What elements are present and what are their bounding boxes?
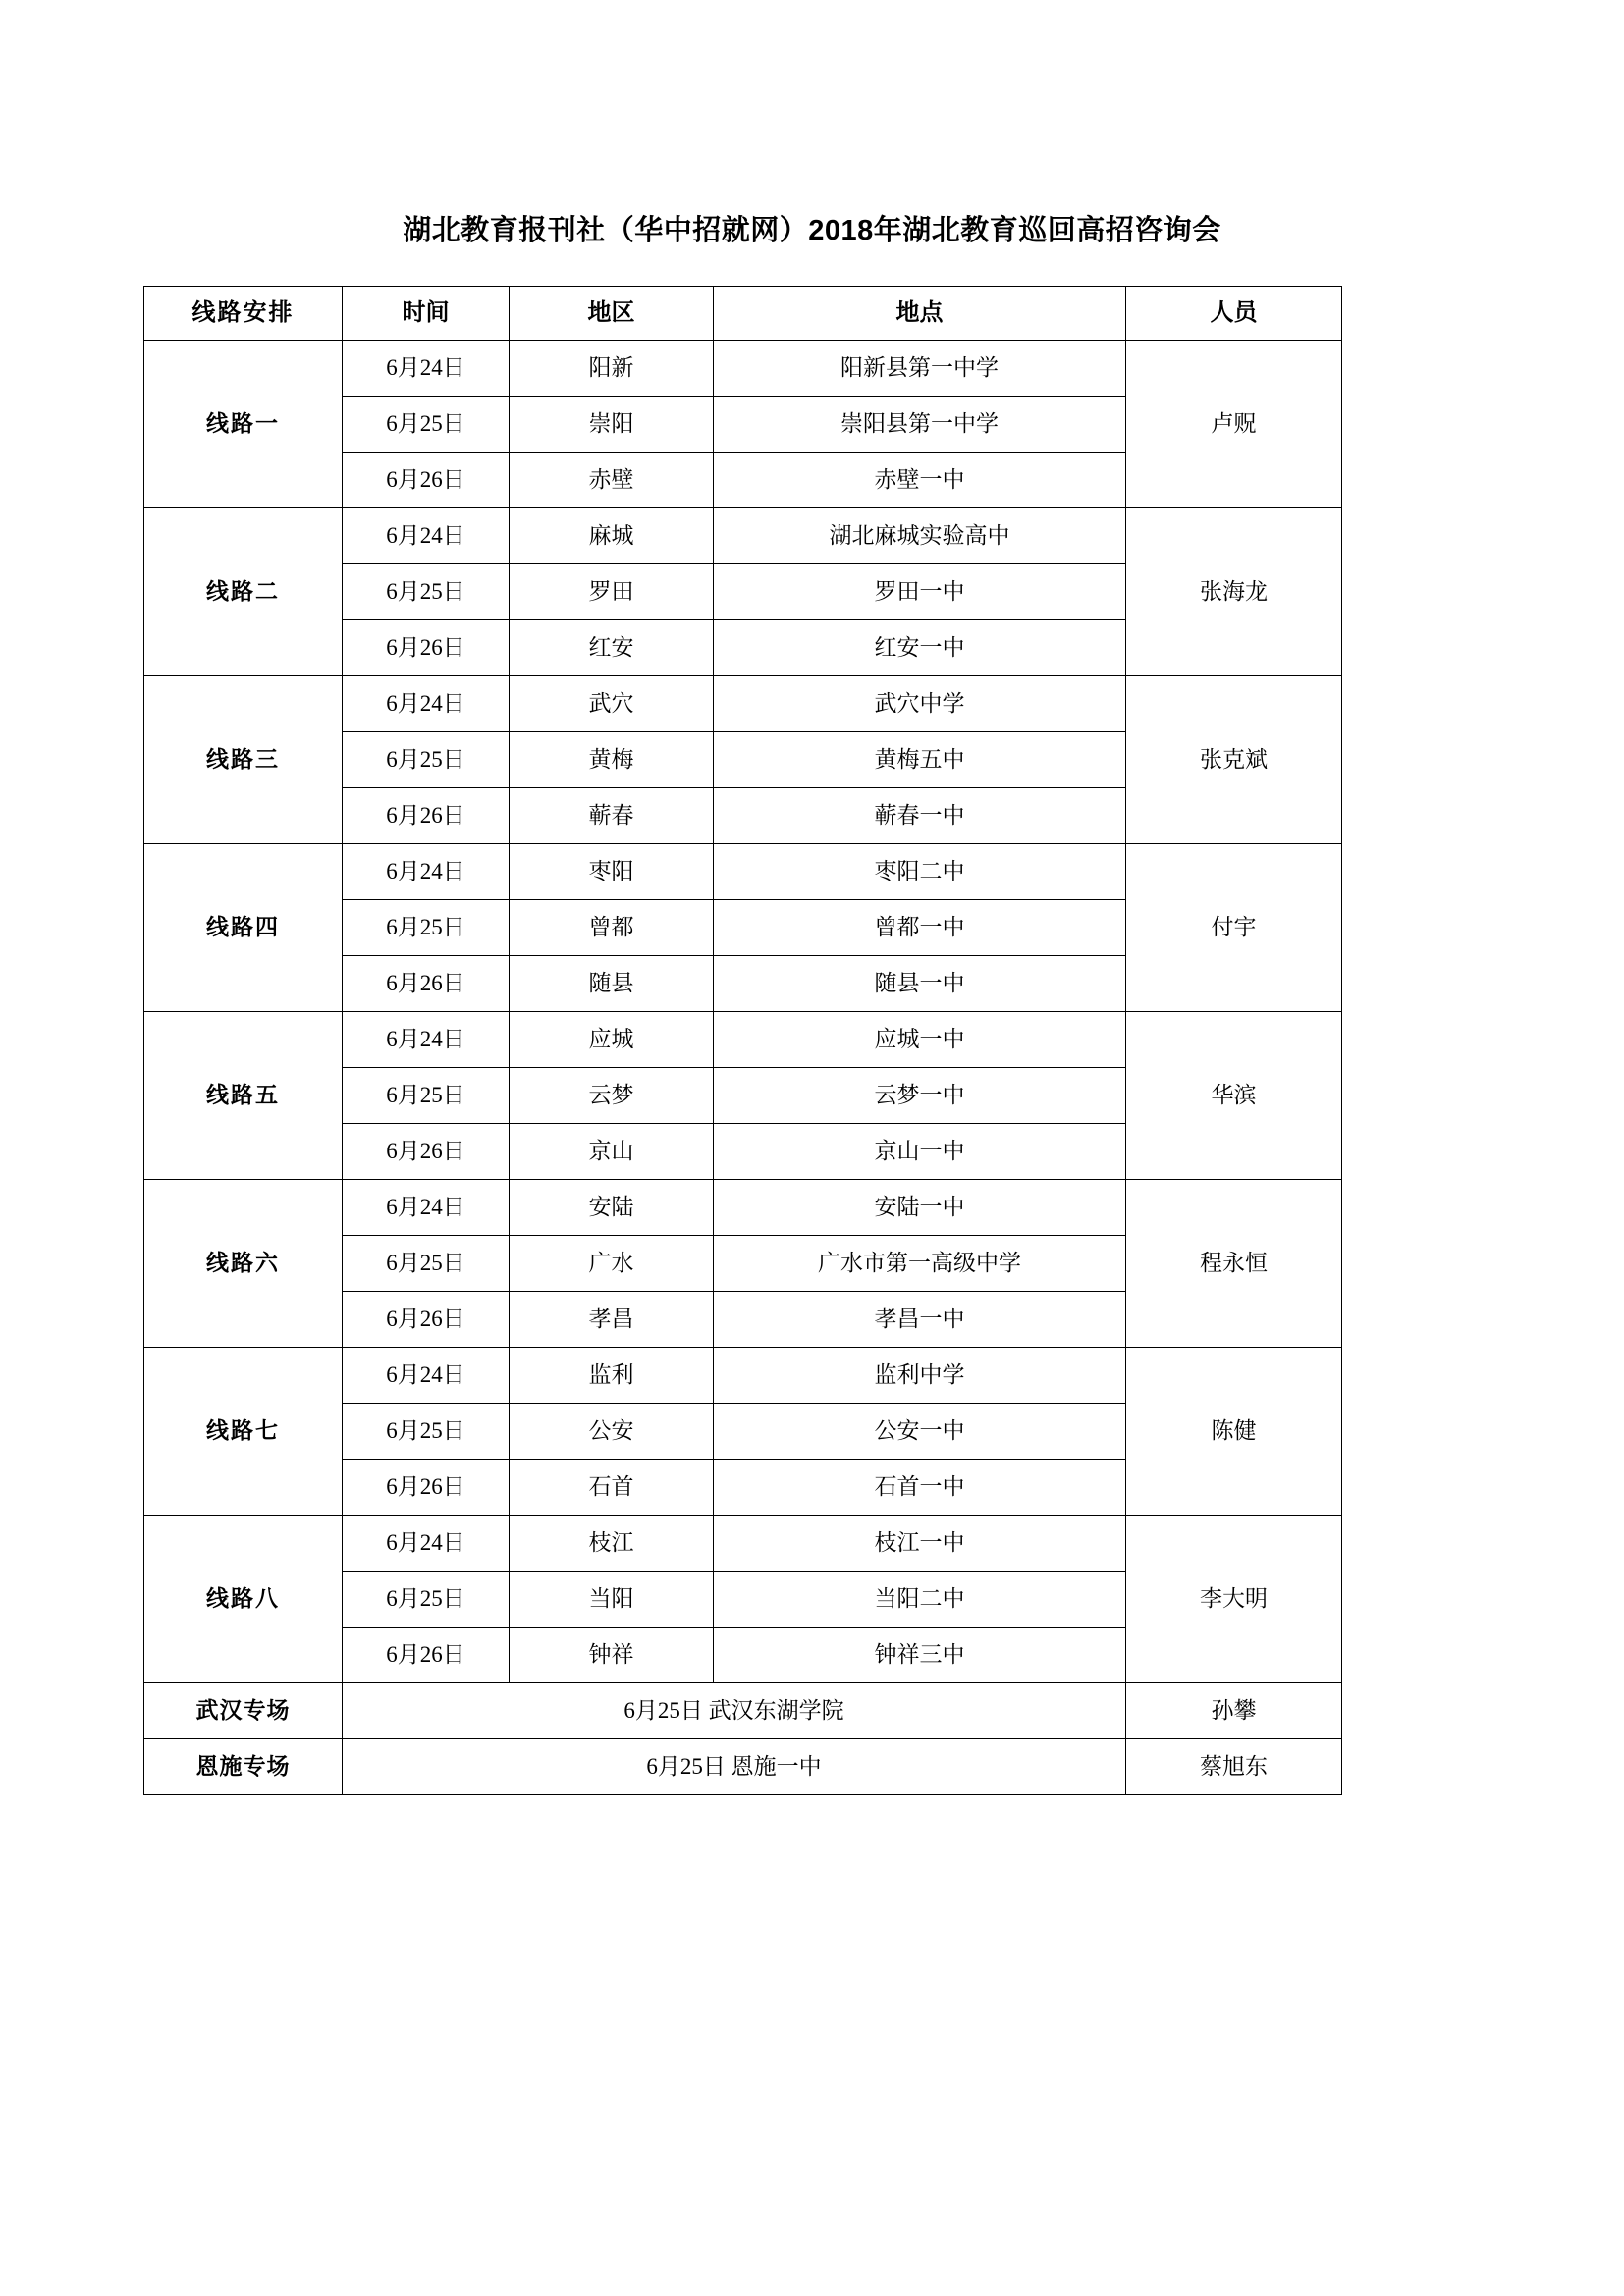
route-person: 陈健 — [1126, 1348, 1342, 1516]
route-person: 付宇 — [1126, 844, 1342, 1012]
route-place: 蕲春一中 — [714, 788, 1126, 844]
route-date: 6月25日 — [343, 564, 510, 620]
route-region: 阳新 — [510, 341, 714, 397]
special-session-name: 武汉专场 — [144, 1683, 343, 1739]
route-person: 李大明 — [1126, 1516, 1342, 1683]
route-place: 湖北麻城实验高中 — [714, 508, 1126, 564]
column-header-person: 人员 — [1126, 287, 1342, 341]
route-date: 6月24日 — [343, 341, 510, 397]
route-date: 6月26日 — [343, 1460, 510, 1516]
route-place: 黄梅五中 — [714, 732, 1126, 788]
route-region: 云梦 — [510, 1068, 714, 1124]
route-region: 枣阳 — [510, 844, 714, 900]
route-date: 6月25日 — [343, 397, 510, 453]
route-region: 京山 — [510, 1124, 714, 1180]
special-session-name: 恩施专场 — [144, 1739, 343, 1795]
route-place: 孝昌一中 — [714, 1292, 1126, 1348]
table-row — [144, 341, 1342, 397]
route-date: 6月25日 — [343, 900, 510, 956]
route-name: 线路三 — [144, 676, 343, 844]
special-session-detail: 6月25日 武汉东湖学院 — [343, 1683, 1126, 1739]
route-person: 张海龙 — [1126, 508, 1342, 676]
route-name: 线路六 — [144, 1180, 343, 1348]
route-date: 6月25日 — [343, 1572, 510, 1628]
column-header-region: 地区 — [510, 287, 714, 341]
page-title: 湖北教育报刊社（华中招就网）2018年湖北教育巡回高招咨询会 — [403, 215, 1221, 246]
route-place: 崇阳县第一中学 — [714, 397, 1126, 453]
route-region: 枝江 — [510, 1516, 714, 1572]
route-place: 红安一中 — [714, 620, 1126, 676]
column-header-place: 地点 — [714, 287, 1126, 341]
route-date: 6月24日 — [343, 1348, 510, 1404]
route-date: 6月26日 — [343, 1124, 510, 1180]
route-region: 监利 — [510, 1348, 714, 1404]
route-date: 6月26日 — [343, 788, 510, 844]
route-region: 蕲春 — [510, 788, 714, 844]
route-region: 孝昌 — [510, 1292, 714, 1348]
route-place: 枣阳二中 — [714, 844, 1126, 900]
route-place: 当阳二中 — [714, 1572, 1126, 1628]
table-row-special — [144, 1739, 1342, 1795]
route-name: 线路五 — [144, 1012, 343, 1180]
table-row — [144, 1516, 1342, 1572]
route-name: 线路八 — [144, 1516, 343, 1683]
route-date: 6月25日 — [343, 1068, 510, 1124]
route-date: 6月24日 — [343, 1180, 510, 1236]
route-place: 武穴中学 — [714, 676, 1126, 732]
route-place: 云梦一中 — [714, 1068, 1126, 1124]
route-name: 线路一 — [144, 341, 343, 508]
route-person: 程永恒 — [1126, 1180, 1342, 1348]
route-region: 广水 — [510, 1236, 714, 1292]
route-place: 石首一中 — [714, 1460, 1126, 1516]
route-date: 6月26日 — [343, 620, 510, 676]
route-place: 公安一中 — [714, 1404, 1126, 1460]
route-place: 赤壁一中 — [714, 453, 1126, 508]
route-person: 张克斌 — [1126, 676, 1342, 844]
route-region: 随县 — [510, 956, 714, 1012]
table-row-special — [144, 1683, 1342, 1739]
route-region: 公安 — [510, 1404, 714, 1460]
route-date: 6月25日 — [343, 1236, 510, 1292]
route-region: 武穴 — [510, 676, 714, 732]
route-place: 枝江一中 — [714, 1516, 1126, 1572]
schedule-table-container — [143, 286, 1341, 1795]
route-region: 黄梅 — [510, 732, 714, 788]
route-date: 6月24日 — [343, 1012, 510, 1068]
table-row — [144, 1012, 1342, 1068]
route-date: 6月26日 — [343, 453, 510, 508]
table-body — [144, 341, 1342, 1795]
table-row — [144, 676, 1342, 732]
special-session-person: 孙攀 — [1126, 1683, 1342, 1739]
route-person: 华滨 — [1126, 1012, 1342, 1180]
table-row — [144, 508, 1342, 564]
route-date: 6月24日 — [343, 676, 510, 732]
route-place: 监利中学 — [714, 1348, 1126, 1404]
route-name: 线路二 — [144, 508, 343, 676]
route-region: 安陆 — [510, 1180, 714, 1236]
table-row — [144, 844, 1342, 900]
route-date: 6月25日 — [343, 732, 510, 788]
route-place: 钟祥三中 — [714, 1628, 1126, 1683]
route-person: 卢贶 — [1126, 341, 1342, 508]
route-region: 应城 — [510, 1012, 714, 1068]
route-region: 赤壁 — [510, 453, 714, 508]
table-row — [144, 1180, 1342, 1236]
table-row — [144, 1348, 1342, 1404]
column-header-route: 线路安排 — [144, 287, 343, 341]
special-session-detail: 6月25日 恩施一中 — [343, 1739, 1126, 1795]
route-date: 6月26日 — [343, 1628, 510, 1683]
table-header-row — [144, 287, 1342, 341]
route-place: 应城一中 — [714, 1012, 1126, 1068]
schedule-table — [143, 286, 1342, 1795]
route-place: 京山一中 — [714, 1124, 1126, 1180]
route-region: 石首 — [510, 1460, 714, 1516]
route-date: 6月25日 — [343, 1404, 510, 1460]
route-region: 崇阳 — [510, 397, 714, 453]
route-region: 曾都 — [510, 900, 714, 956]
route-name: 线路四 — [144, 844, 343, 1012]
route-date: 6月26日 — [343, 1292, 510, 1348]
route-date: 6月24日 — [343, 1516, 510, 1572]
route-place: 罗田一中 — [714, 564, 1126, 620]
route-place: 随县一中 — [714, 956, 1126, 1012]
route-date: 6月24日 — [343, 508, 510, 564]
route-region: 钟祥 — [510, 1628, 714, 1683]
route-place: 安陆一中 — [714, 1180, 1126, 1236]
route-place: 阳新县第一中学 — [714, 341, 1126, 397]
route-name: 线路七 — [144, 1348, 343, 1516]
special-session-person: 蔡旭东 — [1126, 1739, 1342, 1795]
route-region: 麻城 — [510, 508, 714, 564]
route-date: 6月26日 — [343, 956, 510, 1012]
route-place: 广水市第一高级中学 — [714, 1236, 1126, 1292]
route-date: 6月24日 — [343, 844, 510, 900]
route-region: 当阳 — [510, 1572, 714, 1628]
route-region: 红安 — [510, 620, 714, 676]
route-place: 曾都一中 — [714, 900, 1126, 956]
column-header-time: 时间 — [343, 287, 510, 341]
table-header — [144, 287, 1342, 341]
route-region: 罗田 — [510, 564, 714, 620]
